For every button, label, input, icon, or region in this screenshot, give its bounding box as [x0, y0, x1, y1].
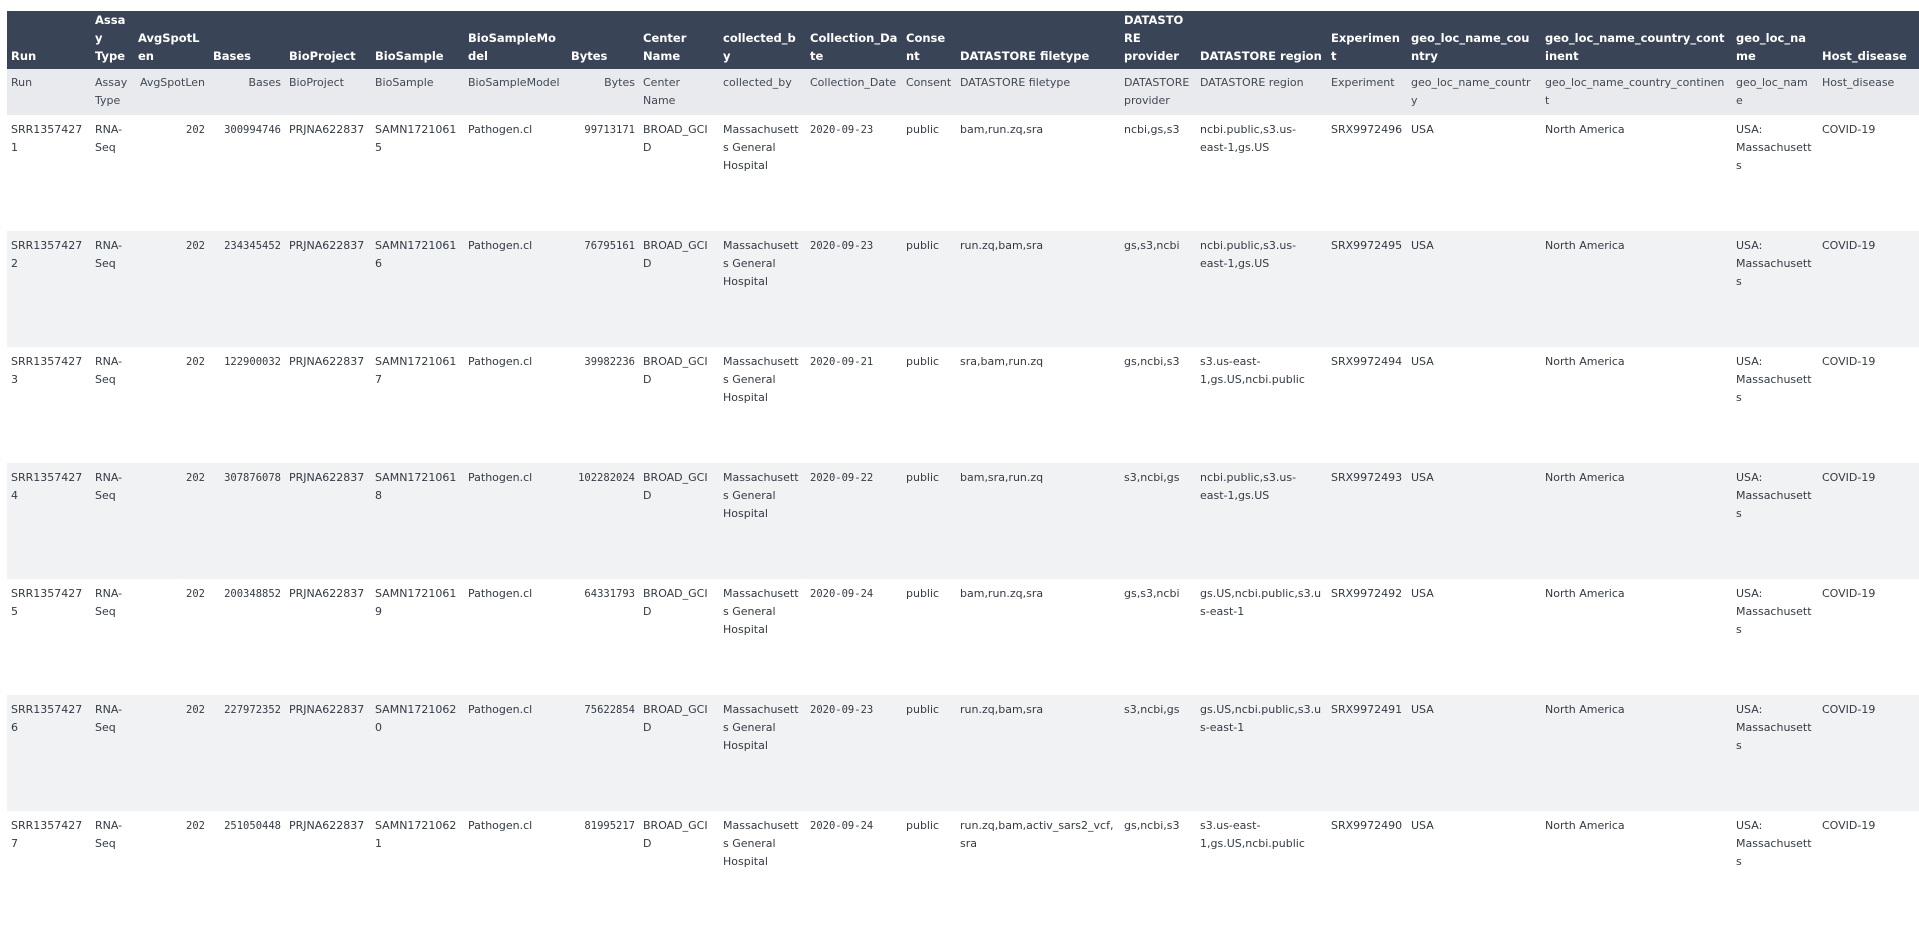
cell-run: SRR13574274: [11, 471, 83, 502]
cell-host_disease: COVID-19: [1822, 819, 1876, 832]
cell-bytes: 76795161: [584, 240, 635, 252]
cell-bases: 251050448: [224, 820, 281, 832]
cell-experiment: SRX9972492: [1331, 587, 1403, 600]
cell-country: USA: [1411, 355, 1434, 368]
cell-experiment: SRX9972495: [1331, 239, 1403, 252]
column-filter-ds_filetype[interactable]: DATASTORE filetype: [960, 76, 1071, 89]
cell-host_disease: COVID-19: [1822, 123, 1876, 136]
cell-center: BROAD_GCID: [643, 355, 708, 386]
cell-continent: North America: [1545, 355, 1625, 368]
cell-biosample: SAMN17210615: [375, 123, 457, 154]
column-filter-geo_loc_name[interactable]: geo_loc_name: [1736, 76, 1808, 107]
cell-country: USA: [1411, 239, 1434, 252]
cell-bioproject: PRJNA622837: [289, 239, 365, 252]
cell-experiment: SRX9972494: [1331, 355, 1403, 368]
cell-ds_region: ncbi.public,s3.us-east-1,gs.US: [1200, 239, 1297, 270]
cell-bases: 227972352: [224, 704, 281, 716]
run-table: [7, 11, 1919, 927]
cell-collection_date: 2020-09-23: [810, 240, 874, 252]
table-row[interactable]: [7, 579, 1919, 695]
cell-avgspot: 202: [186, 240, 205, 252]
cell-collection_date: 2020-09-24: [810, 588, 874, 600]
column-header-experiment[interactable]: Experiment: [1331, 31, 1400, 63]
column-header-ds_provider[interactable]: DATASTORE provider: [1124, 13, 1184, 63]
cell-continent: North America: [1545, 123, 1625, 136]
cell-bioproject: PRJNA622837: [289, 703, 365, 716]
cell-country: USA: [1411, 123, 1434, 136]
cell-bioproject: PRJNA622837: [289, 471, 365, 484]
column-header-collected_by[interactable]: collected_by: [723, 31, 796, 63]
column-filter-bioproject[interactable]: BioProject: [289, 76, 344, 89]
column-header-avgspot[interactable]: AvgSpotLen: [138, 31, 200, 63]
cell-experiment: SRX9972493: [1331, 471, 1403, 484]
cell-assay: RNA-Seq: [95, 703, 123, 734]
column-filter-collection_date[interactable]: Collection_Date: [810, 76, 897, 89]
cell-collected_by: Massachusetts General Hospital: [723, 471, 799, 520]
column-filter-biosample[interactable]: BioSample: [375, 76, 434, 89]
cell-continent: North America: [1545, 703, 1625, 716]
cell-country: USA: [1411, 819, 1434, 832]
cell-bytes: 99713171: [584, 124, 635, 136]
cell-run: SRR13574272: [11, 239, 83, 270]
cell-ds_filetype: run.zq,bam,sra: [960, 703, 1044, 716]
cell-biosamplemodel: Pathogen.cl: [468, 239, 533, 252]
cell-country: USA: [1411, 703, 1434, 716]
cell-run: SRR13574276: [11, 703, 83, 734]
column-filter-ds_region[interactable]: DATASTORE region: [1200, 76, 1304, 89]
cell-avgspot: 202: [186, 472, 205, 484]
cell-country: USA: [1411, 471, 1434, 484]
cell-center: BROAD_GCID: [643, 123, 708, 154]
cell-consent: public: [906, 819, 940, 832]
table-row[interactable]: [7, 231, 1919, 347]
cell-ds_region: s3.us-east-1,gs.US,ncbi.public: [1200, 819, 1305, 850]
cell-biosamplemodel: Pathogen.cl: [468, 471, 533, 484]
cell-bytes: 39982236: [584, 356, 635, 368]
cell-ds_region: ncbi.public,s3.us-east-1,gs.US: [1200, 123, 1297, 154]
column-header-bases[interactable]: Bases: [213, 49, 252, 63]
cell-geo_loc_name: USA: Massachusetts: [1736, 123, 1812, 172]
column-filter-ds_provider[interactable]: DATASTORE provider: [1124, 76, 1190, 107]
table-row[interactable]: [7, 115, 1919, 231]
column-filter-assay[interactable]: Assay Type: [95, 76, 128, 107]
header-row: [7, 11, 1919, 69]
cell-assay: RNA-Seq: [95, 587, 123, 618]
column-filter-country[interactable]: geo_loc_name_country: [1411, 76, 1531, 107]
cell-center: BROAD_GCID: [643, 471, 708, 502]
cell-assay: RNA-Seq: [95, 239, 123, 270]
column-filter-biosamplemodel[interactable]: BioSampleModel: [468, 76, 560, 89]
column-header-run[interactable]: Run: [11, 49, 37, 63]
cell-collected_by: Massachusetts General Hospital: [723, 703, 799, 752]
cell-experiment: SRX9972496: [1331, 123, 1403, 136]
cell-geo_loc_name: USA: Massachusetts: [1736, 819, 1812, 868]
column-header-biosample[interactable]: BioSample: [375, 49, 444, 63]
cell-consent: public: [906, 239, 940, 252]
cell-host_disease: COVID-19: [1822, 703, 1876, 716]
cell-ds_provider: gs,ncbi,s3: [1124, 355, 1180, 368]
cell-ds_region: s3.us-east-1,gs.US,ncbi.public: [1200, 355, 1305, 386]
cell-collected_by: Massachusetts General Hospital: [723, 239, 799, 288]
cell-ds_filetype: run.zq,bam,activ_sars2_vcf,sra: [960, 819, 1114, 850]
cell-experiment: SRX9972490: [1331, 819, 1403, 832]
cell-ds_provider: gs,ncbi,s3: [1124, 819, 1180, 832]
cell-center: BROAD_GCID: [643, 819, 708, 850]
cell-run: SRR13574275: [11, 587, 83, 618]
cell-consent: public: [906, 703, 940, 716]
cell-continent: North America: [1545, 819, 1625, 832]
column-filter-avgspot[interactable]: AvgSpotLen: [139, 76, 205, 89]
cell-bases: 122900032: [224, 356, 281, 368]
cell-biosample: SAMN17210616: [375, 239, 457, 270]
sra-run-table: [7, 11, 1907, 927]
column-filter-collected_by[interactable]: collected_by: [723, 76, 792, 89]
cell-bytes: 64331793: [584, 588, 635, 600]
cell-ds_filetype: bam,run.zq,sra: [960, 587, 1044, 600]
cell-ds_provider: gs,s3,ncbi: [1124, 587, 1180, 600]
cell-collected_by: Massachusetts General Hospital: [723, 587, 799, 636]
cell-bytes: 81995217: [584, 820, 635, 832]
cell-bases: 200348852: [224, 588, 281, 600]
cell-run: SRR13574273: [11, 355, 83, 386]
cell-avgspot: 202: [186, 356, 205, 368]
column-header-bioproject[interactable]: BioProject: [289, 49, 356, 63]
column-filter-run[interactable]: Run: [11, 76, 33, 89]
cell-ds_provider: s3,ncbi,gs: [1124, 471, 1180, 484]
cell-collected_by: Massachusetts General Hospital: [723, 819, 799, 868]
cell-consent: public: [906, 471, 940, 484]
column-header-collection_date[interactable]: Collection_Date: [810, 31, 898, 63]
cell-assay: RNA-Seq: [95, 819, 123, 850]
cell-consent: public: [906, 355, 940, 368]
cell-geo_loc_name: USA: Massachusetts: [1736, 355, 1812, 404]
cell-ds_filetype: sra,bam,run.zq: [960, 355, 1044, 368]
cell-ds_filetype: run.zq,bam,sra: [960, 239, 1044, 252]
cell-continent: North America: [1545, 587, 1625, 600]
cell-bytes: 102282024: [578, 472, 635, 484]
cell-ds_provider: s3,ncbi,gs: [1124, 703, 1180, 716]
cell-run: SRR13574277: [11, 819, 83, 850]
cell-ds_region: gs.US,ncbi.public,s3.us-east-1: [1200, 703, 1322, 734]
column-filter-experiment[interactable]: Experiment: [1331, 76, 1395, 89]
cell-avgspot: 202: [186, 124, 205, 136]
column-header-geo_loc_name[interactable]: geo_loc_name: [1736, 31, 1807, 63]
cell-biosamplemodel: Pathogen.cl: [468, 587, 533, 600]
cell-host_disease: COVID-19: [1822, 587, 1876, 600]
cell-ds_provider: ncbi,gs,s3: [1124, 123, 1180, 136]
cell-biosample: SAMN17210621: [375, 819, 457, 850]
column-header-continent[interactable]: geo_loc_name_country_continent: [1545, 31, 1725, 63]
cell-collection_date: 2020-09-22: [810, 472, 874, 484]
cell-collection_date: 2020-09-23: [810, 704, 874, 716]
cell-assay: RNA-Seq: [95, 355, 123, 386]
cell-collection_date: 2020-09-23: [810, 124, 874, 136]
cell-collection_date: 2020-09-21: [810, 356, 874, 368]
cell-ds_filetype: bam,run.zq,sra: [960, 123, 1044, 136]
cell-geo_loc_name: USA: Massachusetts: [1736, 587, 1812, 636]
cell-biosample: SAMN17210619: [375, 587, 457, 618]
cell-bases: 300994746: [224, 124, 281, 136]
column-filter-bytes[interactable]: Bytes: [604, 76, 635, 89]
column-header-ds_region[interactable]: DATASTORE region: [1200, 49, 1322, 63]
column-header-assay[interactable]: Assay Type: [95, 13, 126, 63]
cell-center: BROAD_GCID: [643, 239, 708, 270]
cell-center: BROAD_GCID: [643, 587, 708, 618]
cell-biosamplemodel: Pathogen.cl: [468, 355, 533, 368]
column-header-center[interactable]: Center Name: [643, 31, 687, 63]
cell-ds_provider: gs,s3,ncbi: [1124, 239, 1180, 252]
cell-assay: RNA-Seq: [95, 471, 123, 502]
cell-bases: 307876078: [224, 472, 281, 484]
column-header-host_disease[interactable]: Host_disease: [1822, 49, 1907, 63]
cell-continent: North America: [1545, 239, 1625, 252]
cell-biosample: SAMN17210620: [375, 703, 457, 734]
cell-collection_date: 2020-09-24: [810, 820, 874, 832]
cell-bytes: 75622854: [584, 704, 635, 716]
cell-ds_region: gs.US,ncbi.public,s3.us-east-1: [1200, 587, 1322, 618]
cell-bioproject: PRJNA622837: [289, 819, 365, 832]
cell-geo_loc_name: USA: Massachusetts: [1736, 471, 1812, 520]
cell-ds_filetype: bam,sra,run.zq: [960, 471, 1044, 484]
cell-avgspot: 202: [186, 820, 205, 832]
cell-bioproject: PRJNA622837: [289, 587, 365, 600]
cell-biosamplemodel: Pathogen.cl: [468, 703, 533, 716]
cell-bioproject: PRJNA622837: [289, 355, 365, 368]
cell-run: SRR13574271: [11, 123, 83, 154]
table-row[interactable]: [7, 811, 1919, 927]
column-filter-center[interactable]: Center Name: [643, 76, 681, 107]
cell-geo_loc_name: USA: Massachusetts: [1736, 239, 1812, 288]
cell-biosample: SAMN17210617: [375, 355, 457, 386]
column-filter-host_disease[interactable]: Host_disease: [1822, 76, 1895, 89]
cell-avgspot: 202: [186, 588, 205, 600]
cell-biosample: SAMN17210618: [375, 471, 457, 502]
cell-continent: North America: [1545, 471, 1625, 484]
cell-bioproject: PRJNA622837: [289, 123, 365, 136]
cell-consent: public: [906, 587, 940, 600]
table-row[interactable]: [7, 463, 1919, 579]
table-row[interactable]: [7, 695, 1919, 811]
cell-collected_by: Massachusetts General Hospital: [723, 355, 799, 404]
cell-center: BROAD_GCID: [643, 703, 708, 734]
column-header-ds_filetype[interactable]: DATASTORE filetype: [960, 49, 1090, 63]
cell-ds_region: ncbi.public,s3.us-east-1,gs.US: [1200, 471, 1297, 502]
cell-experiment: SRX9972491: [1331, 703, 1403, 716]
filter-row: [7, 69, 1919, 115]
cell-avgspot: 202: [186, 704, 205, 716]
cell-biosamplemodel: Pathogen.cl: [468, 123, 533, 136]
table-row[interactable]: [7, 347, 1919, 463]
cell-geo_loc_name: USA: Massachusetts: [1736, 703, 1812, 752]
column-header-biosamplemodel[interactable]: BioSampleModel: [468, 31, 556, 63]
cell-biosamplemodel: Pathogen.cl: [468, 819, 533, 832]
cell-assay: RNA-Seq: [95, 123, 123, 154]
cell-host_disease: COVID-19: [1822, 355, 1876, 368]
column-filter-continent[interactable]: geo_loc_name_country_continent: [1545, 76, 1725, 107]
cell-bases: 234345452: [224, 240, 281, 252]
column-header-bytes[interactable]: Bytes: [571, 49, 608, 63]
cell-collected_by: Massachusetts General Hospital: [723, 123, 799, 172]
cell-host_disease: COVID-19: [1822, 239, 1876, 252]
cell-host_disease: COVID-19: [1822, 471, 1876, 484]
column-filter-bases[interactable]: Bases: [248, 76, 281, 89]
cell-consent: public: [906, 123, 940, 136]
cell-country: USA: [1411, 587, 1434, 600]
column-filter-consent[interactable]: Consent: [906, 76, 952, 89]
table-body: [7, 115, 1919, 927]
column-header-country[interactable]: geo_loc_name_country: [1411, 31, 1530, 63]
column-header-consent[interactable]: Consent: [906, 31, 946, 63]
